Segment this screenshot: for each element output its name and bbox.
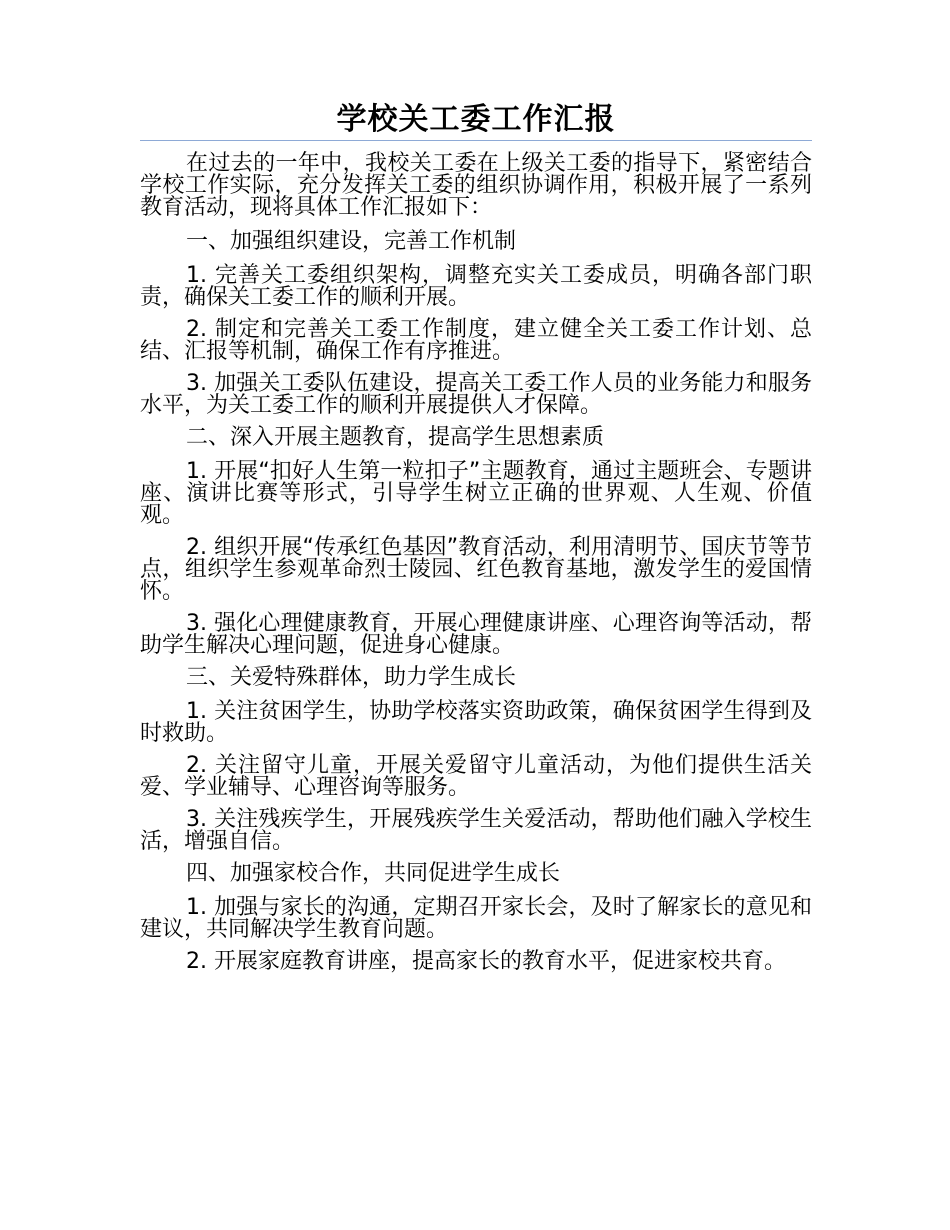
section-2-item-3: 3. 强化心理健康教育，开展心理健康讲座、心理咨询等活动，帮助学生解决心理问题，促进身心健康。	[140, 611, 812, 658]
title-underline	[140, 140, 812, 141]
section-heading-3: 三、关爱特殊群体，助力学生成长	[186, 665, 517, 690]
section-3-item-3: 3. 关注残疾学生，开展残疾学生关爱活动，帮助他们融入学校生活，增强自信。	[140, 807, 812, 854]
section-heading-2: 二、深入开展主题教育，提高学生思想素质	[186, 425, 605, 450]
document-title: 学校关工委工作汇报	[336, 102, 616, 137]
intro-paragraph: 在过去的一年中，我校关工委在上级关工委的指导下，紧密结合学校工作实际，充分发挥关工委的组织协调作用，积极开展了一系列教育活动，现将具体工作汇报如下：	[140, 151, 812, 220]
section-2-item-1: 1. 开展“扣好人生第一粒扣子”主题教育，通过主题班会、专题讲座、演讲比赛等形式，引导学生树立正确的世界观、人生观、价值观。	[140, 459, 812, 528]
section-1-item-1: 1. 完善关工委组织架构，调整充实关工委成员，明确各部门职责，确保关工委工作的顺利开展。	[140, 263, 812, 310]
section-heading-4: 四、加强家校合作，共同促进学生成长	[186, 861, 561, 886]
section-4-item-2: 2. 开展家庭教育讲座，提高家长的教育水平，促进家校共育。	[186, 949, 786, 974]
section-heading-1: 一、加强组织建设，完善工作机制	[186, 229, 517, 254]
section-3-item-1: 1. 关注贫困学生，协助学校落实资助政策，确保贫困学生得到及时救助。	[140, 699, 812, 746]
section-1-item-3: 3. 加强关工委队伍建设，提高关工委工作人员的业务能力和服务水平，为关工委工作的顺利开展提供人才保障。	[140, 371, 812, 418]
section-2-item-2: 2. 组织开展“传承红色基因”教育活动，利用清明节、国庆节等节点，组织学生参观革命烈士陵园、红色教育基地，激发学生的爱国情怀。	[140, 535, 812, 604]
section-1-item-2: 2. 制定和完善关工委工作制度，建立健全关工委工作计划、总结、汇报等机制，确保工作有序推进。	[140, 317, 812, 364]
section-4-item-1: 1. 加强与家长的沟通，定期召开家长会，及时了解家长的意见和建议，共同解决学生教育问题。	[140, 895, 812, 942]
section-3-item-2: 2. 关注留守儿童，开展关爱留守儿童活动，为他们提供生活关爱、学业辅导、心理咨询等服务。	[140, 753, 812, 800]
document-page	[140, 100, 812, 983]
